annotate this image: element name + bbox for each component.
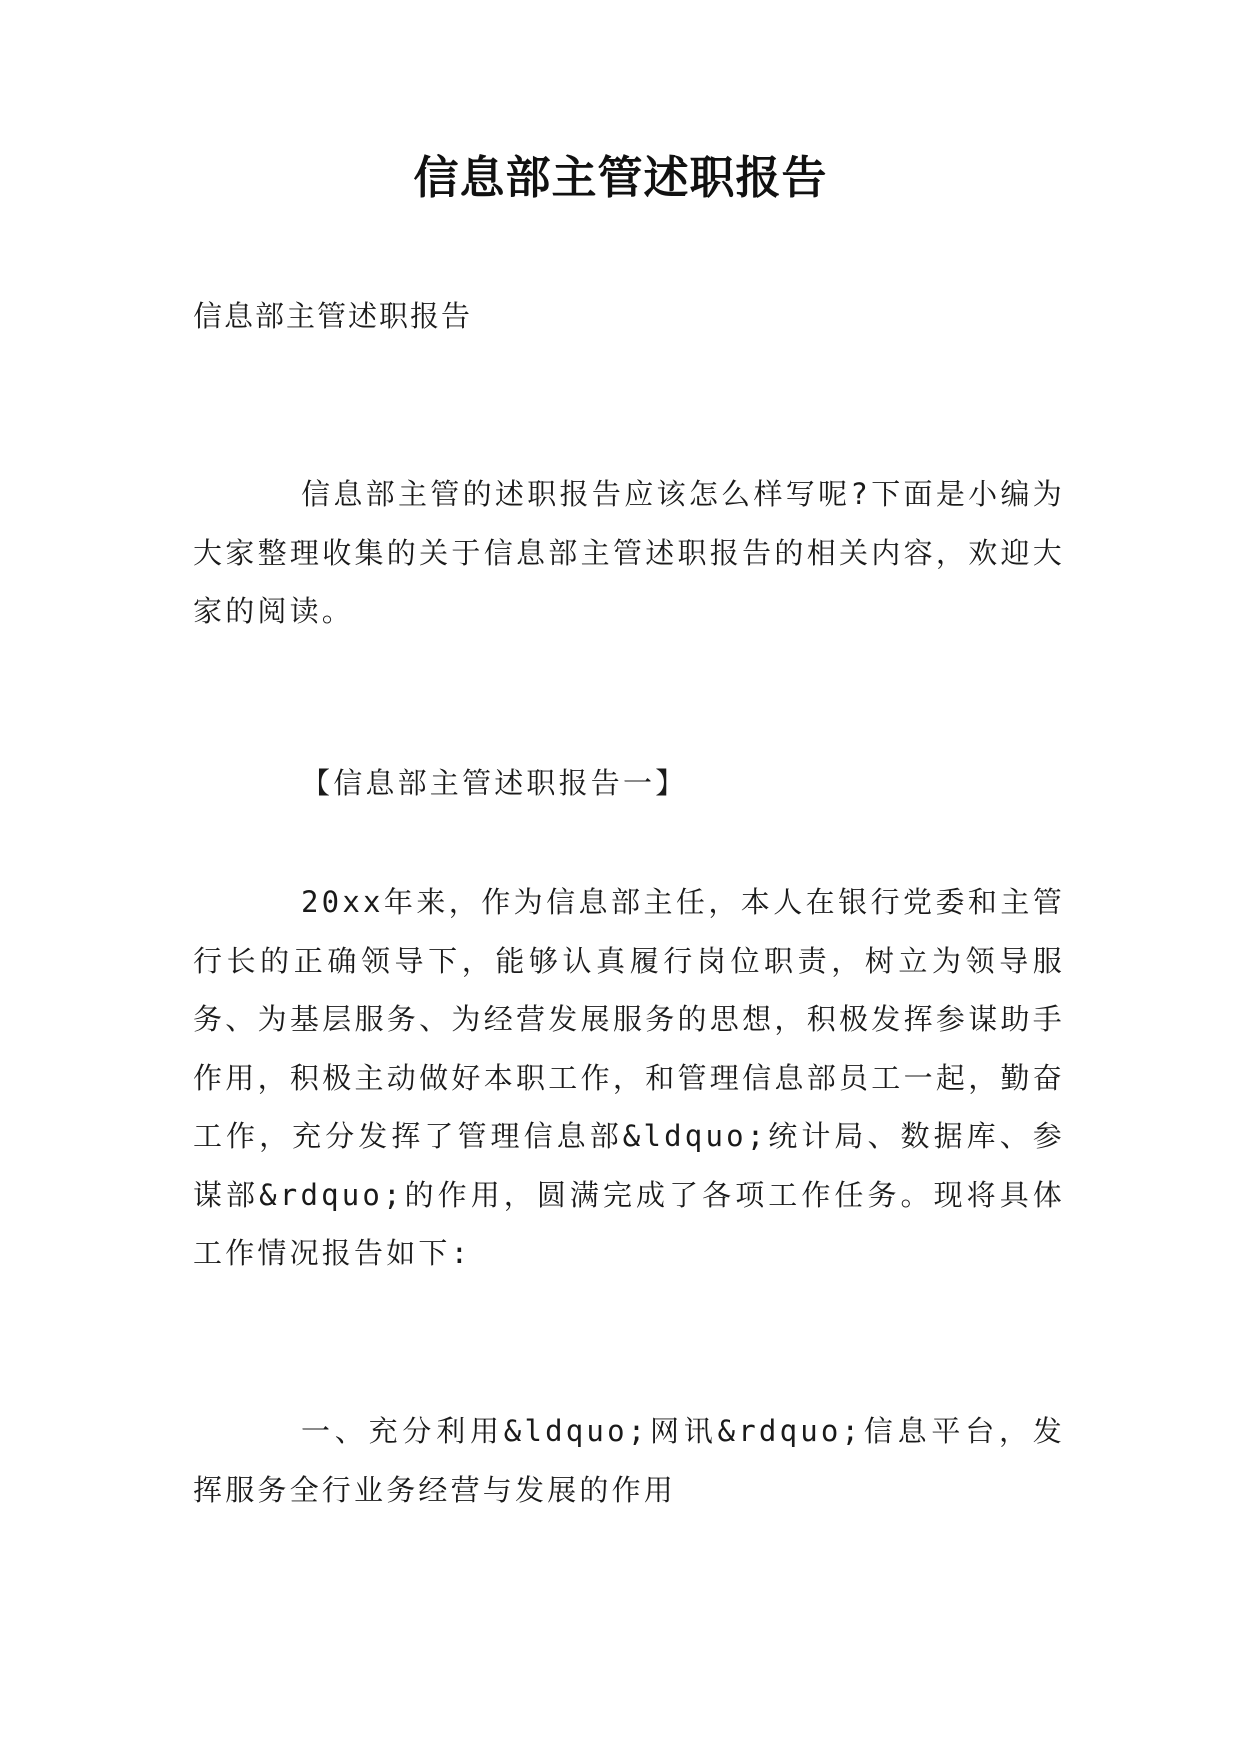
section-item-1: 一、充分利用&ldquo;网讯&rdquo;信息平台，发挥服务全行业务经营与发展的作用: [193, 1414, 1065, 1507]
document-subtitle: 信息部主管述职报告: [193, 299, 473, 333]
body-paragraph: 20xx年来，作为信息部主任，本人在银行党委和主管行长的正确领导下，能够认真履行岗位职责，树立为领导服务、为基层服务、为经营发展服务的思想，积极发挥参谋助手作用，积极主动做好本职工作，和管理信息部员工一起，勤奋工作，充分发挥了管理信息部&ldquo;统计局、数据库、参谋部&rdquo;的作用，圆满完成了各项工作任务。现将具体工作情况报告如下:: [193, 885, 1065, 1270]
intro-paragraph: 信息部主管的述职报告应该怎么样写呢?下面是小编为大家整理收集的关于信息部主管述职报告的相关内容，欢迎大家的阅读。: [193, 477, 1065, 628]
document-title: 信息部主管述职报告: [413, 151, 828, 204]
section-heading: 【信息部主管述职报告一】: [301, 766, 688, 800]
